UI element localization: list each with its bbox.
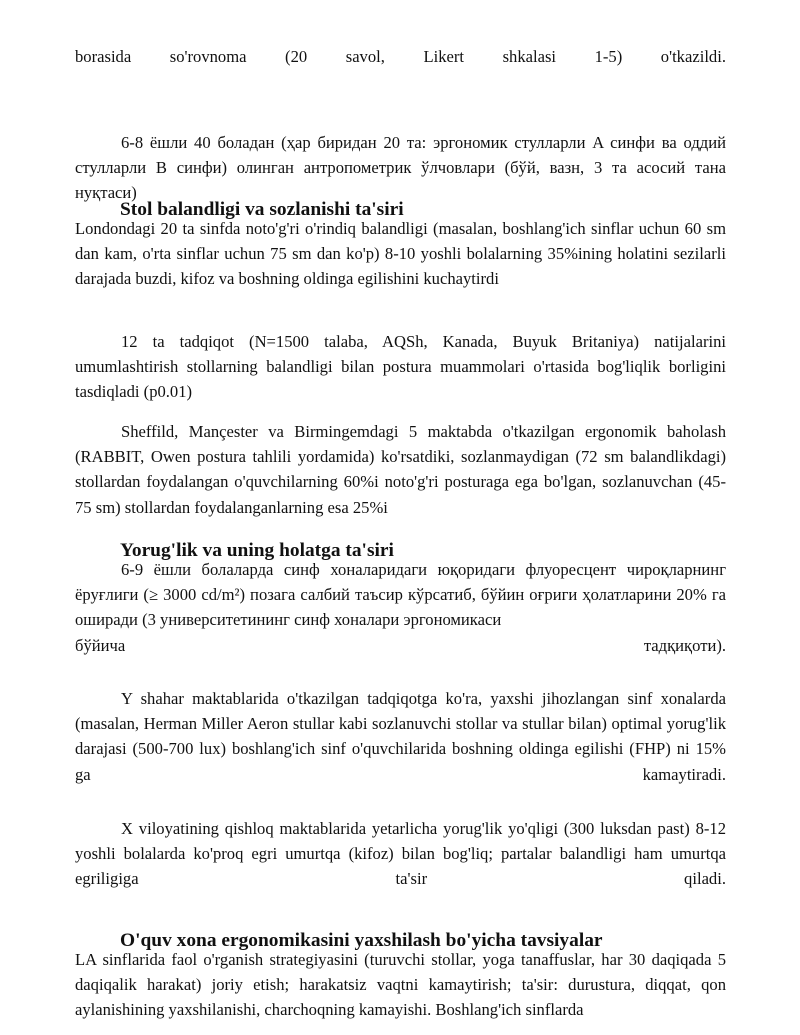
last-line-left-word: бўйича (75, 635, 126, 655)
paragraph-fluorescent-last-line (75, 633, 726, 658)
paragraph-active-learning: LA sinflarida faol o'rganish strategiyasini (turuvchi stollar, yoga tanaffuslar, har 30 daqiqada 5 daqiqalik harakat) joriy etish; harakatsiz vaqtni kamaytirish; ta'sir: durustura, diqqat, qon aylanishining yaxshilanishi, charchoqning kamayishi. Boshlang'ich sinflarda (75, 950, 726, 1020)
paragraph-survey-end: borasida so'rovnoma (20 savol, Likert shkalasi 1-5) o'tkazildi. (75, 47, 726, 66)
last-line-right-word: тадқиқоти). (643, 635, 726, 655)
paragraph-ergonomic-assessment: Sheffild, Mançester va Birmingemdagi 5 maktabda o'tkazilgan ergonomik baholash (RABBIT, Owen postura tahlili yordamida) ko'rsatdiki, sozlanmaydigan (72 sm balandlikdagi) stollardan foydalangan o'quvchilarning 60%i noto'g'ri posturaga ega bo'lgan, sozlanuvchan (45-75 sm) stollardan foydalanganlarning esa 25%i (75, 422, 726, 517)
heading-lighting: Yorug'lik va uning holatga ta'siri (120, 540, 394, 561)
paragraph-fluorescent-text: 6-9 ёшли болаларда синф хоналаридаги юқоридаги флуоресцент чироқларнинг ёруғлиги (≥ 3000 cd/m²) позага салбий таъсир кўрсатиб, бўйин оғриги ҳолатларини 20% га оширади (3 университетининг синф хоналари эргономикаси (75, 560, 726, 630)
paragraph-anthropometric: 6-8 ёшли 40 боладан (ҳар биридан 20 та: эргономик стулларли A синфи ва оддий стулларли B синфи) олинган антропометрик ўлчовлари (бўй, вазн, 3 та асосий тана нуқтаси) (75, 133, 726, 203)
paragraph-fluorescent-lighting (75, 557, 726, 658)
heading-desk-height: Stol balandligi va sozlanishi ta'siri (120, 199, 404, 220)
paragraph-x-region-study: X viloyatining qishloq maktablarida yetarlicha yorug'lik yo'qligi (300 luksdan past) 8-12 yoshli bolalarda ko'proq egri umurtqa (kifoz) bilan bog'liq; partalar balandligi ham umurtqa egriligiga ta'sir qiladi. (75, 819, 726, 889)
paragraph-london-study: Londondagi 20 ta sinfda noto'g'ri o'rindiq balandligi (masalan, boshlang'ich sinflar uchun 60 sm dan kam, o'rta sinflar uchun 75 sm dan ko'p) 8-10 yoshli bolalarning 35%ining holatini sezilarli darajada buzdi, kifoz va boshning oldinga egilishini kuchaytirdi (75, 219, 726, 289)
paragraph-meta-analysis: 12 ta tadqiqot (N=1500 talaba, AQSh, Kanada, Buyuk Britaniya) natijalarini umumlashtirish stollarning balandligi bilan postura muammolari o'rtasida bog'liqlik borligini tasdiqladi (p0.01) (75, 332, 726, 402)
heading-recommendations: O'quv xona ergonomikasini yaxshilash bo'yicha tavsiyalar (120, 930, 603, 951)
paragraph-y-city-study: Y shahar maktablarida o'tkazilgan tadqiqotga ko'ra, yaxshi jihozlangan sinf xonalarda (masalan, Herman Miller Aeron stullar kabi sozlanuvchi stollar va stullar bilan) optimal yorug'lik darajasi (500-700 lux) boshlang'ich sinf o'quvchilarida boshning oldinga egilishi (FHP) ni 15% ga kamaytiradi. (75, 689, 726, 784)
